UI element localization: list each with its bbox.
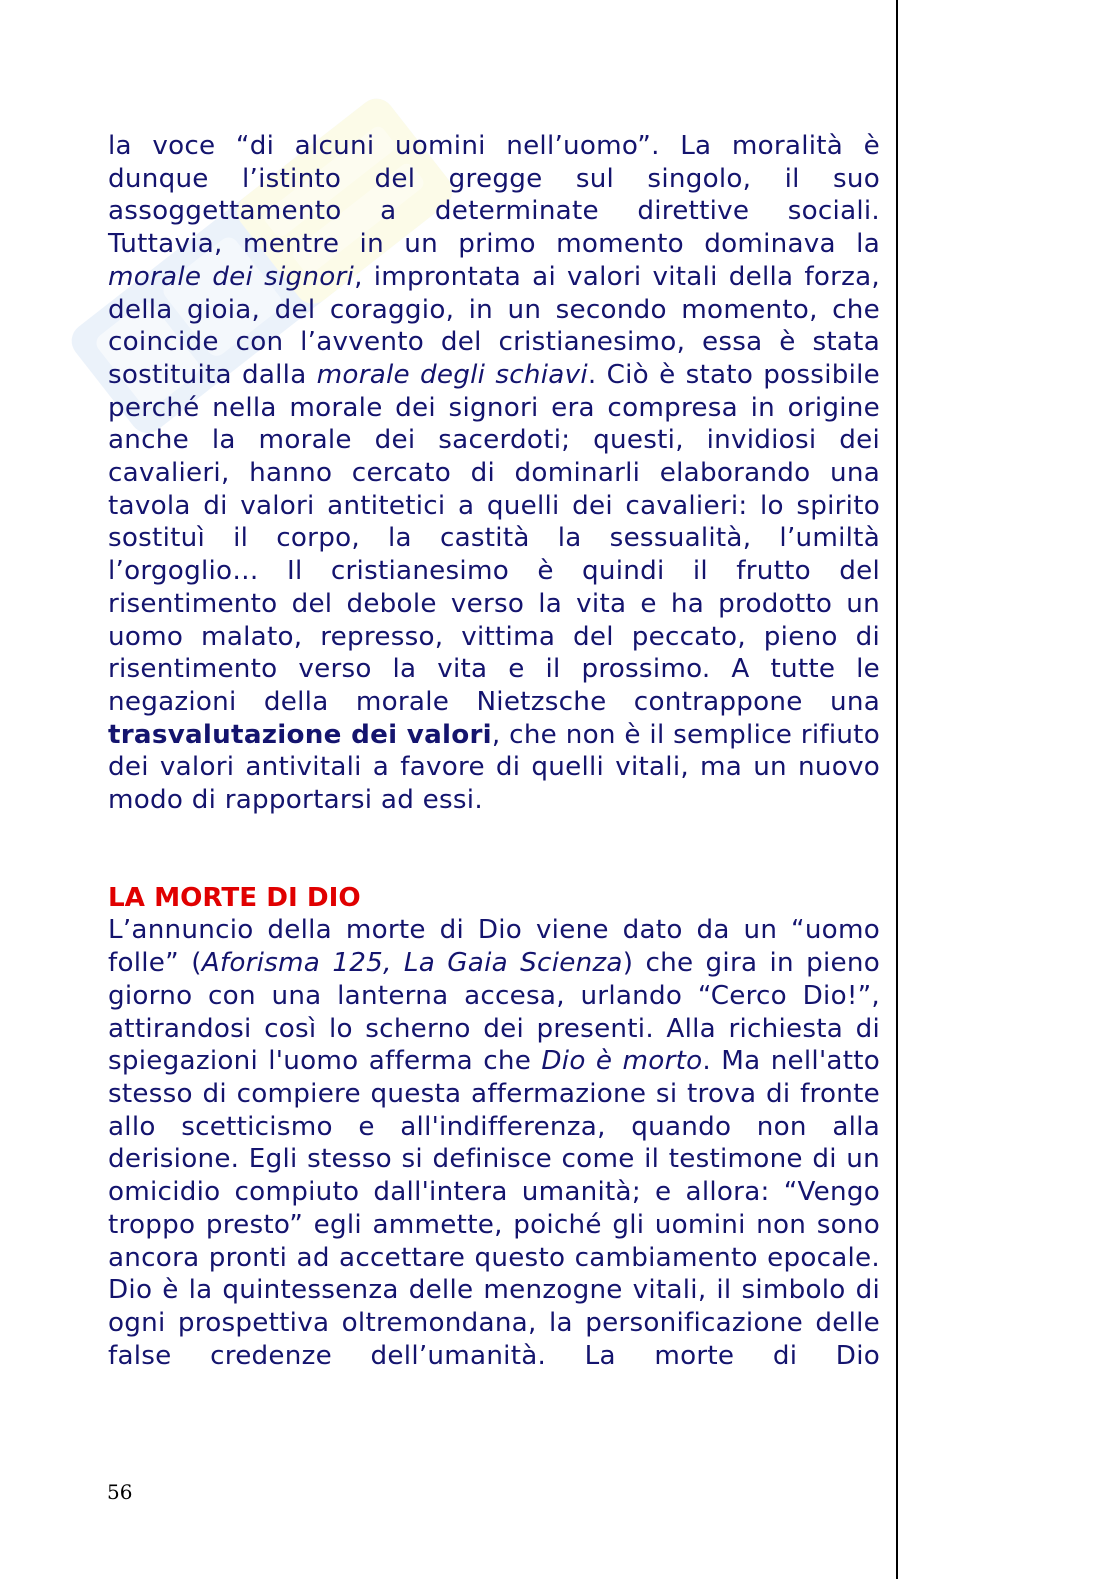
right-margin-rule <box>896 0 898 1579</box>
body-paragraph-morality <box>108 130 880 817</box>
paragraph1-segment-text: . Ciò è stato possibile perché nella morale dei signori era compresa in origine anche la morale dei sacerdoti; questi, invidiosi dei cavalieri, hanno cercato di dominarli elaborando una tavola di valori antitetici a quelli dei cavalieri: lo spirito sostituì il corpo, la castità la sessualità, l’umiltà l’orgoglio… Il cristianesimo è quindi il frutto del risentimento del debole verso la vita e ha prodotto un uomo malato, represso, vittima del peccato, pieno di risentimento verso la vita e il prossimo. A tutte le negazioni della morale Nietzsche contrappone una <box>108 359 881 717</box>
paragraph1-segment-text: la voce “di alcuni uomini nell’uomo”. La moralità è dunque l’istinto del gregge sul singolo, il suo assoggettamento a determinate direttive sociali. Tuttavia, mentre in un primo momento dominava la <box>108 131 880 260</box>
paragraph2-segment-em: Aforisma 125, La Gaia Scienza <box>201 948 623 979</box>
paragraph2-segment-em: Dio è morto <box>541 1046 703 1077</box>
paragraph1-segment-em: morale dei signori <box>108 261 355 292</box>
paragraph2-segment-text: ) che gira in pieno giorno con una lanterna accesa, urlando “Cerco Dio!”, attirandosi così lo scherno dei presenti. Alla richiesta di spiegazioni l'uomo afferma che <box>108 948 881 1077</box>
body-paragraph-death-of-god <box>108 914 880 1372</box>
paragraph1-segment-text: , che non è il semplice rifiuto dei valori antivitali a favore di quelli vitali, ma un nuovo modo di rapportarsi ad essi. <box>108 719 880 816</box>
paragraph2-segment-text: L’annuncio della morte di Dio viene dato da un “uomo folle” ( <box>108 915 880 979</box>
paragraph1-segment-text: , improntata ai valori vitali della forza, della gioia, del coraggio, in un secondo momento, che coincide con l’avvento del cristianesimo, essa è stata sostituita dalla <box>108 261 880 390</box>
text-column <box>108 130 880 1372</box>
paragraph1-segment-strong: trasvalutazione dei valori <box>108 719 492 750</box>
section-heading: LA MORTE DI DIO <box>108 882 361 913</box>
page-number: 56 <box>107 1480 133 1504</box>
paragraph2-segment-text: . Ma nell'atto stesso di compiere questa affermazione si trova di fronte allo scetticismo e all'indifferenza, quando non alla derisione. Egli stesso si definisce come il testimone di un omicidio compiuto dall'intera umanità; e allora: “Vengo troppo presto” egli ammette, poiché gli uomini non sono ancora pronti ad accettare questo cambiamento epocale. Dio è la quintessenza delle menzogne vitali, il simbolo di ogni prospettiva oltremondana, la personificazione delle false credenze dell’umanità. La morte di Dio <box>108 1046 881 1371</box>
paragraph1-segment-em: morale degli schiavi <box>316 359 588 390</box>
section-spacer <box>108 817 880 882</box>
